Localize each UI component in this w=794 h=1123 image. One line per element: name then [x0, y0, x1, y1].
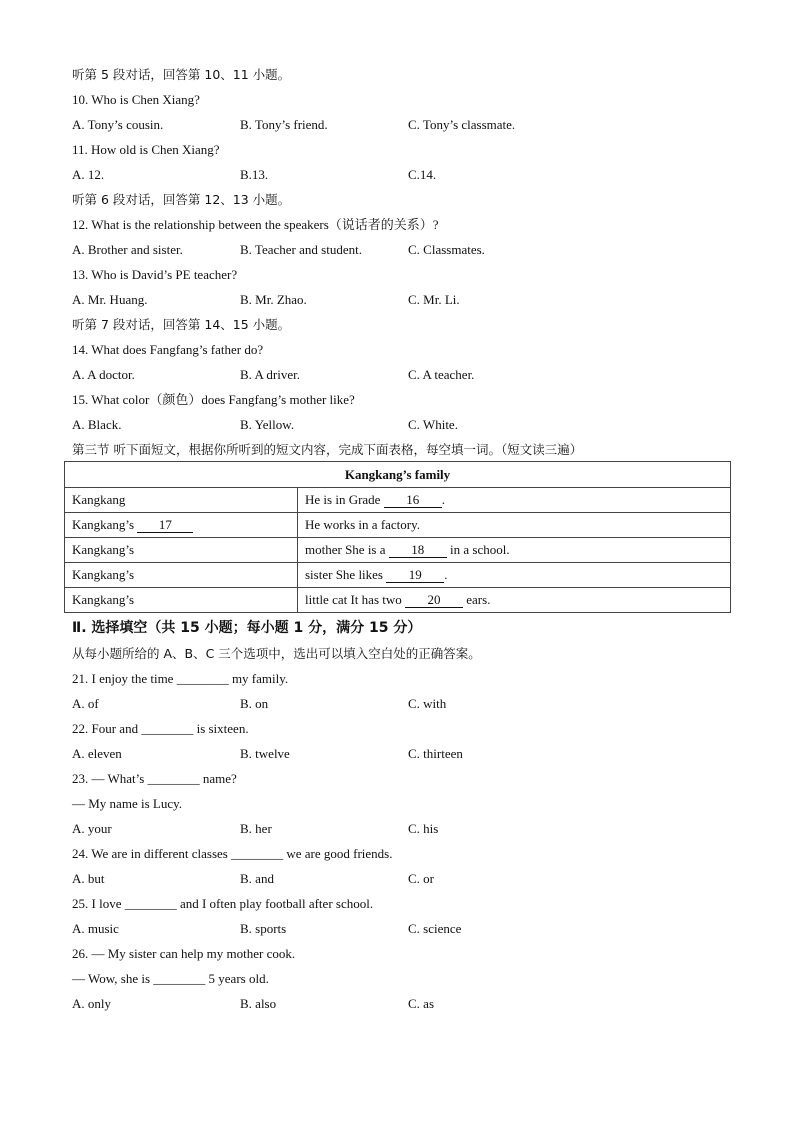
answer-blank: 16 [384, 493, 442, 508]
option-b: B. A driver. [240, 367, 300, 382]
option-c: C. Mr. Li. [408, 292, 460, 307]
answer-options [72, 991, 732, 1016]
row-label [65, 588, 298, 613]
answer-options [72, 112, 732, 137]
question-text: 22. Four and ________ is sixteen. [72, 721, 249, 736]
option-a: A. Tony’s cousin. [72, 117, 164, 132]
question-text: 24. We are in different classes ________ we are good friends. [72, 846, 393, 861]
question-text: 23. — What’s ________ name? [72, 771, 237, 786]
answer-options [72, 741, 732, 766]
answer-blank: 17 [137, 518, 193, 533]
row-label-text: Kangkang’s [72, 517, 138, 532]
answer-options [72, 916, 732, 941]
question-text: 26. — My sister can help my mother cook. [72, 946, 296, 961]
question-text: — My name is Lucy. [72, 796, 182, 811]
option-c: C. science [408, 921, 462, 936]
row-label-text: Kangkang’s [72, 592, 135, 607]
row-detail-text: little cat It has two [305, 592, 406, 607]
table-title: Kangkang’s family [65, 462, 731, 488]
option-a: A. music [72, 921, 119, 936]
option-c: C. Tony’s classmate. [408, 117, 516, 132]
row-detail [298, 588, 731, 613]
option-c: C. as [408, 996, 434, 1011]
answer-blank: 19 [386, 568, 444, 583]
question-text: 21. I enjoy the time ________ my family. [72, 671, 289, 686]
question-text: 12. What is the relationship between the speakers（说话者的关系）? [72, 217, 439, 232]
row-detail-text: He is in Grade [305, 492, 384, 507]
answer-options [72, 412, 732, 437]
question-text: — Wow, she is ________ 5 years old. [72, 971, 269, 986]
answer-options [72, 691, 732, 716]
question-text: 25. I love ________ and I often play football after school. [72, 896, 374, 911]
row-detail-suffix: in a school. [446, 542, 510, 557]
row-detail [298, 513, 731, 538]
row-label [65, 488, 298, 513]
kangkang-family-table [64, 461, 731, 613]
row-label-text: Kangkang [72, 492, 126, 507]
option-b: B. Yellow. [240, 417, 295, 432]
option-a: A. A doctor. [72, 367, 135, 382]
question-text: 10. Who is Chen Xiang? [72, 92, 200, 107]
question-text: 14. What does Fangfang’s father do? [72, 342, 264, 357]
row-detail-suffix: ears. [463, 592, 491, 607]
row-detail [298, 563, 731, 588]
option-a: A. eleven [72, 746, 122, 761]
section-instruction: 听第 7 段对话，回答第 14、15 小题。 [72, 317, 291, 332]
table-row [65, 563, 731, 588]
section-heading: Ⅱ. 选择填空（共 15 小题；每小题 1 分，满分 15 分） [72, 620, 422, 636]
option-c: C. with [408, 696, 447, 711]
answer-blank: 18 [389, 543, 447, 558]
option-a: A. your [72, 821, 112, 836]
option-b: B. Tony’s friend. [240, 117, 328, 132]
question-text: 11. How old is Chen Xiang? [72, 142, 220, 157]
row-label [65, 513, 298, 538]
option-a: A. only [72, 996, 111, 1011]
table-row [65, 588, 731, 613]
option-b: B. her [240, 821, 272, 836]
answer-options [72, 287, 732, 312]
option-b: B. Mr. Zhao. [240, 292, 307, 307]
row-label-text: Kangkang’s [72, 567, 135, 582]
option-a: A. but [72, 871, 105, 886]
section-instruction: 从每小题所给的 A、B、C 三个选项中，选出可以填入空白处的正确答案。 [72, 646, 481, 661]
option-b: B. and [240, 871, 274, 886]
option-b: B. also [240, 996, 277, 1011]
table-row [65, 488, 731, 513]
row-detail-suffix: . [441, 492, 445, 507]
section-instruction: 听第 6 段对话，回答第 12、13 小题。 [72, 192, 291, 207]
question-text: 13. Who is David’s PE teacher? [72, 267, 238, 282]
option-a: A. Brother and sister. [72, 242, 183, 257]
option-a: A. Black. [72, 417, 122, 432]
row-label [65, 538, 298, 563]
option-c: C. his [408, 821, 439, 836]
answer-options [72, 866, 732, 891]
option-b: B.13. [240, 167, 269, 182]
answer-blank: 20 [405, 593, 463, 608]
question-text: 15. What color（颜色）does Fangfang’s mother like? [72, 392, 355, 407]
section-instruction: 第三节 听下面短文，根据你所听到的短文内容，完成下面表格，每空填一词。（短文读三遍） [72, 442, 583, 457]
option-b: B. twelve [240, 746, 290, 761]
option-c: C. or [408, 871, 434, 886]
answer-options [72, 816, 732, 841]
row-detail-text: He works in a factory. [305, 517, 421, 532]
multiple-choice-section [72, 616, 732, 1016]
option-b: B. sports [240, 921, 287, 936]
row-detail [298, 488, 731, 513]
answer-options [72, 162, 732, 187]
row-detail-text: sister She likes [305, 567, 387, 582]
row-label-text: Kangkang’s [72, 542, 135, 557]
row-detail [298, 538, 731, 563]
option-a: A. 12. [72, 167, 105, 182]
row-detail-suffix: . [444, 567, 448, 582]
option-a: A. of [72, 696, 99, 711]
option-a: A. Mr. Huang. [72, 292, 148, 307]
row-label [65, 563, 298, 588]
answer-options [72, 362, 732, 387]
section-instruction: 听第 5 段对话，回答第 10、11 小题。 [72, 67, 291, 82]
row-detail-text: mother She is a [305, 542, 389, 557]
listening-section [72, 62, 732, 462]
option-c: C. Classmates. [408, 242, 485, 257]
table-row [65, 538, 731, 563]
option-c: C. White. [408, 417, 458, 432]
option-c: C. A teacher. [408, 367, 475, 382]
option-b: B. Teacher and student. [240, 242, 362, 257]
table-row [65, 513, 731, 538]
answer-options [72, 237, 732, 262]
option-b: B. on [240, 696, 269, 711]
option-c: C. thirteen [408, 746, 463, 761]
option-c: C.14. [408, 167, 437, 182]
